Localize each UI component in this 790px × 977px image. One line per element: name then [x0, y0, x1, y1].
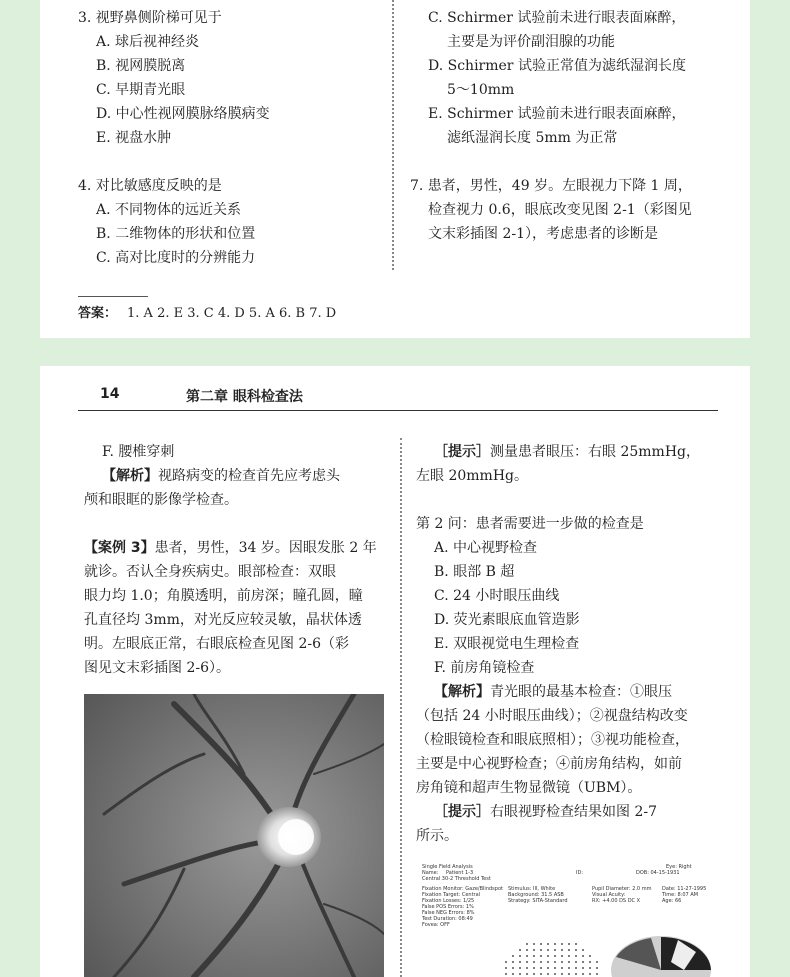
threshold-dot: [512, 961, 514, 963]
threshold-dot: [547, 949, 549, 951]
threshold-dot: [526, 967, 528, 969]
bracket-marker: ［提示］: [434, 804, 490, 820]
text-line: ［提示］测量患者眼压：右眼 25mmHg，: [434, 444, 700, 460]
threshold-dot: [512, 955, 514, 957]
bracket-marker: ［提示］: [434, 444, 490, 460]
report-name-label: Name:: [422, 870, 439, 876]
threshold-dot: [547, 961, 549, 963]
text-line: 4. 对比敏感度反映的是: [78, 178, 222, 194]
report-parameter: Fixation Target: Central: [422, 892, 481, 898]
threshold-dot: [547, 973, 549, 975]
threshold-dot: [561, 955, 563, 957]
report-parameter: Test Duration: 08:49: [422, 916, 473, 922]
text-line: C. 高对比度时的分辨能力: [96, 250, 256, 266]
threshold-dot: [554, 973, 556, 975]
threshold-dot: [596, 973, 598, 975]
threshold-dot: [554, 961, 556, 963]
threshold-dot: [505, 973, 507, 975]
text-line: 就诊。否认全身疾病史。眼部检查：双眼: [84, 564, 336, 580]
text-line: A. 中心视野检查: [434, 540, 538, 556]
text-line: 眼力均 1.0；角膜透明，前房深；瞳孔圆，瞳: [84, 588, 363, 604]
threshold-dot: [533, 949, 535, 951]
threshold-dot: [582, 961, 584, 963]
threshold-dot: [519, 967, 521, 969]
text-line: 7. 患者，男性，49 岁。左眼视力下降 1 周，: [410, 178, 692, 194]
threshold-dot: [575, 949, 577, 951]
text-line: C. Schirmer 试验前未进行眼表面麻醉，: [428, 10, 686, 26]
report-dob: DOB: 04-15-1931: [636, 870, 680, 876]
threshold-dot: [533, 943, 535, 945]
text-line: 颅和眼眶的影像学检查。: [84, 492, 238, 508]
text-line: ［提示］右眼视野检查结果如图 2-7: [434, 804, 657, 820]
greyscale-map: [611, 936, 711, 977]
text-line: B. 眼部 B 超: [434, 564, 515, 580]
text-line: 主要是中心视野检查；④前房角结构，如前: [416, 756, 682, 772]
text-line: 第 2 问：患者需要进一步做的检查是: [416, 516, 644, 532]
threshold-dot: [589, 955, 591, 957]
fundus-photo: [84, 694, 384, 977]
threshold-dot: [561, 973, 563, 975]
text-line: [416, 488, 700, 512]
upper-page-right-column: [410, 6, 692, 246]
threshold-dot: [582, 949, 584, 951]
threshold-dot: [568, 955, 570, 957]
report-parameter: Pupil Diameter: 2.0 mm: [592, 886, 652, 892]
text-line: C. 早期青光眼: [96, 82, 186, 98]
running-header: [78, 380, 718, 411]
threshold-dot: [575, 973, 577, 975]
report-test: Central 30-2 Threshold Test: [422, 876, 491, 882]
threshold-dot: [533, 973, 535, 975]
report-id-label: ID:: [576, 870, 584, 876]
text-line: A. 不同物体的远近关系: [96, 202, 242, 218]
text-line: 滤纸湿润长度 5mm 为正常: [447, 130, 618, 146]
threshold-dot: [526, 961, 528, 963]
threshold-dot: [568, 949, 570, 951]
text-line: B. 视网膜脱离: [96, 58, 186, 74]
visual-field-plots: [416, 862, 734, 977]
report-parameter: Stimulus: III, White: [508, 886, 556, 892]
threshold-dot: [519, 973, 521, 975]
upper-page-left-column: [78, 6, 270, 270]
threshold-dot-grid: [505, 943, 598, 975]
threshold-dot: [554, 949, 556, 951]
threshold-dot: [575, 967, 577, 969]
threshold-dot: [547, 967, 549, 969]
text-line: D. Schirmer 试验正常值为滤纸湿润长度: [428, 58, 686, 74]
text-line: 检查视力 0.6，眼底改变见图 2-1（彩图见: [428, 202, 692, 218]
threshold-dot: [582, 967, 584, 969]
answer-key-values: 1. A 2. E 3. C 4. D 5. A 6. B 7. D: [127, 306, 337, 321]
threshold-dot: [519, 955, 521, 957]
fundus-photo-graphic: [84, 694, 384, 977]
threshold-dot: [512, 973, 514, 975]
report-eye: Eye: Right: [666, 864, 692, 870]
threshold-dot: [505, 961, 507, 963]
report-parameter: Age: 66: [662, 898, 682, 904]
threshold-dot: [596, 967, 598, 969]
lower-page-left-column: [84, 440, 377, 680]
text-line: E. 视盘水肿: [96, 130, 172, 146]
report-parameter: Time: 8:07 AM: [662, 892, 699, 898]
answer-rule: [78, 296, 148, 297]
threshold-dot: [526, 943, 528, 945]
upper-page: [40, 0, 750, 338]
threshold-dot: [540, 955, 542, 957]
text-line: A. 球后视神经炎: [96, 34, 200, 50]
report-parameter: RX: +4.00 DS DC X: [592, 898, 641, 904]
text-line: 房角镜和超声生物显微镜（UBM）。: [416, 780, 642, 796]
threshold-dot: [526, 955, 528, 957]
report-parameter: Visual Acuity:: [592, 892, 626, 898]
threshold-dot: [596, 961, 598, 963]
threshold-dot: [575, 943, 577, 945]
report-parameter: False POS Errors: 1%: [422, 904, 474, 910]
threshold-dot: [540, 961, 542, 963]
threshold-dot: [568, 973, 570, 975]
threshold-dot: [575, 955, 577, 957]
threshold-dot: [519, 961, 521, 963]
threshold-dot: [540, 973, 542, 975]
column-divider: [392, 0, 394, 270]
threshold-dot: [582, 973, 584, 975]
threshold-dot: [540, 967, 542, 969]
threshold-dot: [589, 973, 591, 975]
threshold-dot: [519, 949, 521, 951]
visual-field-report: [416, 862, 734, 977]
text-line: F. 腰椎穿刺: [102, 444, 175, 460]
report-parameter: Fixation Monitor: Gaze/Blindspot: [422, 886, 503, 892]
text-line: [78, 150, 270, 174]
lower-page-right-column: [416, 440, 700, 848]
text-line: B. 二维物体的形状和位置: [96, 226, 256, 242]
threshold-dot: [512, 967, 514, 969]
text-line: [84, 512, 377, 536]
report-parameter: Fovea: OFF: [422, 922, 450, 928]
threshold-dot: [526, 949, 528, 951]
threshold-dot: [582, 955, 584, 957]
text-line: 孔直径均 3mm，对光反应较灵敏，晶状体透: [84, 612, 362, 628]
answer-key: [78, 302, 336, 326]
text-line: 图见文末彩插图 2-6）。: [84, 660, 230, 676]
threshold-dot: [561, 967, 563, 969]
threshold-dot: [533, 955, 535, 957]
text-line: 明。左眼底正常，右眼底检查见图 2-6（彩: [84, 636, 349, 652]
text-line: 【案例 3】患者，男性，34 岁。因眼发胀 2 年: [84, 540, 377, 556]
threshold-dot: [540, 943, 542, 945]
threshold-dot: [533, 967, 535, 969]
text-line: F. 前房角镜检查: [434, 660, 535, 676]
threshold-dot: [589, 967, 591, 969]
threshold-dot: [554, 943, 556, 945]
text-line: D. 中心性视网膜脉络膜病变: [96, 106, 270, 122]
threshold-dot: [533, 961, 535, 963]
threshold-dot: [575, 961, 577, 963]
text-line: 所示。: [416, 828, 458, 844]
report-name-value: Patient 1-3: [446, 870, 474, 876]
text-line: （检眼镜检查和眼底照相）；③视功能检查，: [416, 732, 689, 748]
column-divider: [400, 438, 402, 977]
threshold-dot: [547, 943, 549, 945]
threshold-dot: [561, 943, 563, 945]
text-line: 主要是为评价副泪腺的功能: [447, 34, 615, 50]
report-parameter: Date: 11-27-1995: [662, 886, 707, 892]
bracket-marker: 【解析】: [434, 684, 490, 700]
lower-page: [40, 366, 750, 977]
text-line: E. 双眼视觉电生理检查: [434, 636, 580, 652]
threshold-dot: [589, 961, 591, 963]
text-line: E. Schirmer 试验前未进行眼表面麻醉，: [428, 106, 686, 122]
threshold-dot: [568, 961, 570, 963]
threshold-dot: [561, 949, 563, 951]
text-line: 左眼 20mmHg。: [416, 468, 528, 484]
page-number: 14: [100, 386, 120, 402]
threshold-dot: [561, 961, 563, 963]
text-line: D. 荧光素眼底血管造影: [434, 612, 580, 628]
report-parameter: False NEG Errors: 8%: [422, 910, 475, 916]
bracket-marker: 【解析】: [102, 468, 158, 484]
bracket-marker: 【案例 3】: [84, 540, 155, 556]
threshold-dot: [554, 955, 556, 957]
threshold-dot: [568, 943, 570, 945]
threshold-dot: [547, 955, 549, 957]
text-line: （包括 24 小时眼压曲线）；②视盘结构改变: [416, 708, 688, 724]
threshold-dot: [526, 973, 528, 975]
text-line: 5～10mm: [447, 82, 515, 98]
threshold-dot: [505, 967, 507, 969]
report-parameter: Background: 31.5 ASB: [508, 892, 564, 898]
threshold-dot: [540, 949, 542, 951]
text-line: C. 24 小时眼压曲线: [434, 588, 560, 604]
report-parameter: Fixation Losses: 1/25: [422, 898, 475, 904]
threshold-dot: [568, 967, 570, 969]
text-line: [410, 150, 692, 174]
text-line: 3. 视野鼻侧阶梯可见于: [78, 10, 222, 26]
chapter-title: 第二章 眼科检查法: [186, 389, 303, 405]
report-parameter: Strategy: SITA-Standard: [508, 898, 568, 904]
text-line: 【解析】青光眼的最基本检查：①眼压: [434, 684, 672, 700]
threshold-dot: [554, 967, 556, 969]
text-line: 【解析】视路病变的检查首先应考虑头: [102, 468, 340, 484]
report-title: Single Field Analysis: [422, 864, 473, 870]
text-line: 文末彩插图 2-1），考虑患者的诊断是: [428, 226, 658, 242]
answer-key-label: 答案：: [78, 306, 118, 321]
